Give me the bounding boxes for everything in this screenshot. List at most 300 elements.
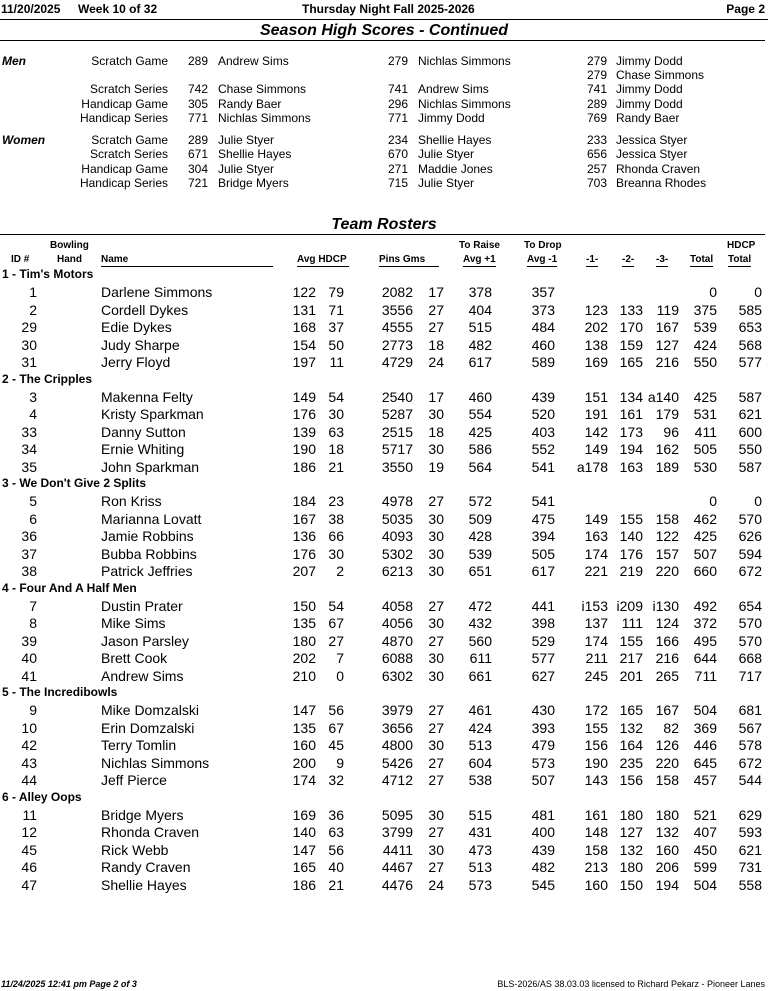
rosters-title: Team Rosters — [331, 216, 437, 233]
player-average: 180 — [292, 632, 316, 649]
player-handicap: 67 — [328, 719, 344, 736]
player-game2: 161 — [619, 406, 643, 423]
player-to-raise: 604 — [468, 754, 492, 771]
player-game1: i153 — [581, 597, 608, 614]
player-game3: 158 — [655, 772, 679, 789]
player-handicap: 54 — [328, 388, 344, 405]
high-score-name: Jimmy Dodd — [616, 97, 683, 111]
player-name: Marianna Lovatt — [101, 510, 202, 527]
player-name: Mike Sims — [101, 615, 166, 632]
player-game3: 82 — [663, 719, 679, 736]
player-to-drop: 441 — [531, 597, 555, 614]
player-row — [0, 877, 768, 895]
col-game2: -2- — [622, 254, 635, 265]
player-handicap: 54 — [328, 597, 344, 614]
high-score-name: Julie Styer — [418, 147, 475, 161]
player-id: 35 — [21, 458, 37, 475]
high-score-value: 304 — [188, 162, 209, 176]
high-score-name: Jessica Styer — [616, 133, 688, 147]
player-game2: 133 — [619, 301, 643, 318]
player-total: 411 — [694, 423, 717, 440]
player-game3: 216 — [655, 354, 679, 371]
player-game3: 220 — [655, 563, 679, 580]
high-score-value: 289 — [188, 54, 209, 68]
player-pins: 6213 — [381, 563, 413, 580]
high-score-name: Jimmy Dodd — [616, 54, 683, 68]
player-average: 139 — [292, 423, 316, 440]
player-game3: 206 — [655, 859, 679, 876]
player-row — [0, 615, 768, 633]
player-pins: 2773 — [381, 336, 413, 353]
player-to-drop: 398 — [531, 615, 555, 632]
player-row — [0, 528, 768, 546]
player-row — [0, 302, 768, 320]
team-name: 3 - We Don't Give 2 Splits — [2, 476, 146, 490]
player-game3: 216 — [655, 650, 679, 667]
player-id: 11 — [22, 806, 37, 823]
player-hdcp-total: 717 — [738, 667, 762, 684]
player-handicap: 50 — [328, 336, 344, 353]
high-score-value: 715 — [388, 176, 409, 190]
player-game2: 156 — [619, 772, 643, 789]
high-score-category: Handicap Game — [81, 97, 168, 111]
player-total: 711 — [694, 667, 717, 684]
player-row — [0, 720, 768, 738]
player-pins: 3550 — [381, 458, 413, 475]
header-week: Week 10 of 32 — [78, 2, 158, 16]
player-pins: 5095 — [381, 806, 413, 823]
col-gms: Gms — [402, 254, 426, 265]
player-pins: 3979 — [381, 702, 413, 718]
high-score-group: Women — [2, 133, 46, 147]
player-game1: 245 — [584, 667, 608, 684]
player-row — [0, 755, 768, 773]
player-average: 169 — [292, 806, 316, 823]
player-handicap: 21 — [328, 876, 344, 893]
player-game2: 150 — [619, 876, 643, 893]
high-score-name: Jessica Styer — [616, 147, 688, 161]
player-game1: 158 — [584, 841, 608, 858]
player-game2: i209 — [616, 597, 643, 614]
player-average: 186 — [292, 876, 316, 893]
high-score-name: Shellie Hayes — [218, 147, 292, 161]
player-game2: 165 — [619, 702, 643, 718]
high-score-row — [0, 68, 768, 83]
player-name: Makenna Felty — [101, 388, 193, 405]
high-score-value: 234 — [388, 133, 409, 147]
player-row — [0, 354, 768, 372]
high-score-category: Scratch Series — [89, 82, 168, 96]
player-games: 30 — [428, 650, 444, 667]
player-name: Edie Dykes — [101, 319, 172, 336]
player-to-raise: 472 — [468, 597, 492, 614]
header-date: 11/20/2025 — [1, 2, 61, 16]
high-score-name: Julie Styer — [418, 176, 475, 190]
col-id: ID # — [11, 254, 30, 265]
player-row — [0, 406, 768, 424]
col-avg-minus1: Avg -1 — [527, 254, 558, 265]
player-handicap: 40 — [328, 859, 344, 876]
player-games: 30 — [428, 806, 444, 823]
player-games: 18 — [428, 336, 444, 353]
col-to-drop: To Drop — [524, 240, 562, 251]
player-total: 372 — [693, 615, 717, 632]
player-id: 40 — [21, 650, 37, 667]
player-game1: 151 — [584, 388, 608, 405]
player-game1: a178 — [576, 458, 608, 475]
team-name: 5 - The Incredibowls — [2, 685, 118, 699]
high-score-value: 656 — [587, 147, 608, 161]
player-game2: 132 — [619, 841, 643, 858]
high-score-name: Nichlas Simmons — [218, 111, 311, 125]
high-score-name: Julie Styer — [218, 162, 275, 176]
player-game1: 149 — [584, 510, 608, 527]
player-hdcp-total: 594 — [738, 545, 762, 562]
player-game2: 155 — [619, 632, 643, 649]
player-to-drop: 439 — [531, 388, 555, 405]
high-score-row — [0, 162, 768, 177]
player-game2: 217 — [619, 650, 643, 667]
player-game2: 127 — [619, 824, 643, 841]
col-bowling: Bowling — [50, 240, 89, 251]
player-hdcp-total: 731 — [738, 859, 762, 876]
player-name: Mike Domzalski — [101, 702, 200, 718]
player-to-drop: 430 — [531, 702, 555, 718]
player-pins: 4978 — [381, 493, 413, 509]
player-pins: 3556 — [381, 301, 413, 318]
player-hdcp-total: 621 — [738, 841, 762, 858]
player-pins: 3656 — [381, 719, 413, 736]
player-hdcp-total: 558 — [738, 876, 762, 893]
player-hdcp-total: 570 — [738, 510, 762, 527]
player-pins: 4056 — [381, 615, 413, 632]
player-to-raise: 586 — [468, 441, 492, 458]
high-score-category: Handicap Series — [79, 111, 168, 125]
player-id: 43 — [21, 754, 37, 771]
player-row — [0, 493, 768, 511]
col-avg: Avg — [297, 254, 316, 265]
col-hdcp: HDCP — [318, 254, 347, 265]
player-pins: 6302 — [381, 667, 413, 684]
player-handicap: 45 — [328, 737, 344, 754]
player-games: 17 — [428, 388, 444, 405]
high-score-name: Bridge Myers — [218, 176, 289, 190]
player-game1: 163 — [584, 528, 608, 545]
player-games: 17 — [428, 284, 444, 300]
player-games: 19 — [428, 458, 444, 475]
player-handicap: 23 — [328, 493, 344, 509]
player-average: 174 — [292, 772, 316, 789]
player-game2: 194 — [619, 441, 643, 458]
player-pins: 5302 — [381, 545, 413, 562]
player-name: Dustin Prater — [101, 597, 183, 614]
col-pins: Pins — [379, 254, 401, 265]
player-total: 424 — [693, 336, 717, 353]
player-game1: 174 — [584, 632, 608, 649]
player-average: 122 — [292, 284, 316, 300]
high-score-category: Scratch Series — [89, 147, 168, 161]
player-id: 41 — [21, 667, 37, 684]
player-to-drop: 573 — [531, 754, 555, 771]
player-total: 0 — [709, 493, 717, 509]
player-games: 30 — [428, 528, 444, 545]
player-to-drop: 520 — [531, 406, 555, 423]
player-row — [0, 737, 768, 755]
player-total: 462 — [693, 510, 717, 527]
high-score-value: 721 — [188, 176, 209, 190]
player-total: 530 — [693, 458, 717, 475]
player-game3: 157 — [655, 545, 679, 562]
high-score-value: 257 — [587, 162, 608, 176]
player-to-drop: 505 — [531, 545, 555, 562]
player-handicap: 36 — [328, 806, 344, 823]
player-average: 147 — [292, 702, 316, 718]
player-to-raise: 539 — [468, 545, 492, 562]
player-pins: 4093 — [381, 528, 413, 545]
player-id: 37 — [21, 545, 37, 562]
player-name: John Sparkman — [101, 458, 200, 475]
player-game1: 160 — [584, 876, 608, 893]
player-game3: 127 — [655, 336, 679, 353]
player-average: 176 — [292, 545, 316, 562]
high-score-row — [0, 82, 768, 97]
player-hdcp-total: 672 — [738, 563, 762, 580]
team-name: 1 - Tim's Motors — [2, 267, 94, 281]
player-id: 31 — [21, 354, 37, 371]
player-handicap: 56 — [328, 841, 344, 858]
high-score-row — [0, 97, 768, 112]
player-handicap: 30 — [328, 545, 344, 562]
player-row — [0, 824, 768, 842]
player-row — [0, 598, 768, 616]
player-game3: 194 — [655, 876, 679, 893]
high-score-value: 742 — [188, 82, 209, 96]
player-game1: 148 — [584, 824, 608, 841]
player-game1: 156 — [584, 737, 608, 754]
player-handicap: 9 — [336, 754, 344, 771]
player-game3: 126 — [655, 737, 679, 754]
player-games: 30 — [428, 737, 444, 754]
player-name: Nichlas Simmons — [101, 754, 210, 771]
player-name: Erin Domzalski — [101, 719, 195, 736]
player-average: 184 — [292, 493, 316, 509]
player-game1: 138 — [584, 336, 608, 353]
player-total: 599 — [693, 859, 717, 876]
player-game1: 142 — [584, 423, 608, 440]
high-score-category: Handicap Series — [79, 176, 168, 190]
player-average: 176 — [292, 406, 316, 423]
player-to-raise: 564 — [468, 458, 492, 475]
player-total: 492 — [693, 597, 717, 614]
player-hdcp-total: 568 — [738, 336, 762, 353]
player-to-raise: 611 — [469, 650, 492, 667]
player-total: 531 — [693, 406, 717, 423]
player-pins: 5035 — [381, 510, 413, 527]
player-hdcp-total: 600 — [738, 423, 762, 440]
player-hdcp-total: 587 — [738, 388, 762, 405]
player-total: 504 — [693, 702, 717, 718]
high-score-value: 233 — [587, 133, 608, 147]
player-games: 30 — [428, 545, 444, 562]
player-name: Ernie Whiting — [101, 441, 185, 458]
player-name: Rhonda Craven — [101, 824, 200, 841]
player-pins: 5717 — [381, 441, 413, 458]
high-score-value: 271 — [388, 162, 409, 176]
footer-license: BLS-2026/AS 38.03.03 licensed to Richard Pekarz - Pioneer Lanes — [497, 979, 765, 989]
player-handicap: 67 — [328, 615, 344, 632]
divider — [0, 234, 765, 235]
player-pins: 5287 — [381, 406, 413, 423]
player-name: Randy Craven — [101, 859, 191, 876]
player-games: 30 — [428, 615, 444, 632]
player-id: 2 — [29, 301, 37, 318]
player-total: 450 — [693, 841, 717, 858]
player-pins: 4712 — [381, 772, 413, 789]
high-score-row — [0, 111, 768, 126]
player-game1: 143 — [584, 772, 608, 789]
player-handicap: 37 — [328, 319, 344, 336]
player-game2: 201 — [619, 667, 643, 684]
high-score-value: 741 — [587, 82, 608, 96]
player-hdcp-total: 550 — [738, 441, 762, 458]
player-games: 27 — [428, 597, 444, 614]
high-score-row — [0, 147, 768, 162]
player-name: Jason Parsley — [101, 632, 189, 649]
high-score-name: Nichlas Simmons — [418, 54, 511, 68]
player-game3: 96 — [663, 423, 679, 440]
high-scores-title: Season High Scores - Continued — [259, 22, 509, 39]
player-game3: 166 — [655, 632, 679, 649]
player-to-raise: 431 — [468, 824, 492, 841]
player-to-raise: 554 — [468, 406, 492, 423]
player-id: 12 — [21, 824, 37, 841]
col-hdcp-total-top: HDCP — [727, 240, 756, 251]
player-game3: 179 — [655, 406, 679, 423]
col-game3: -3- — [656, 254, 669, 265]
player-row — [0, 859, 768, 877]
player-id: 44 — [21, 772, 37, 789]
col-game1: -1- — [586, 254, 599, 265]
high-score-value: 279 — [587, 68, 608, 82]
player-hdcp-total: 567 — [738, 719, 762, 736]
player-row — [0, 424, 768, 442]
player-id: 45 — [21, 841, 37, 858]
player-total: 425 — [693, 528, 717, 545]
player-game1: 172 — [584, 702, 608, 718]
player-hdcp-total: 577 — [738, 354, 762, 371]
player-to-raise: 473 — [468, 841, 492, 858]
header-title: Thursday Night Fall 2025-2026 — [302, 2, 475, 16]
player-to-drop: 403 — [531, 423, 555, 440]
high-score-row — [0, 176, 768, 191]
high-score-value: 289 — [188, 133, 209, 147]
player-game1: 213 — [584, 859, 608, 876]
high-score-row — [0, 133, 768, 148]
high-score-name: Chase Simmons — [218, 82, 307, 96]
high-score-name: Jimmy Dodd — [418, 111, 485, 125]
high-score-value: 296 — [388, 97, 409, 111]
player-average: 167 — [292, 510, 316, 527]
player-game1: 169 — [584, 354, 608, 371]
high-score-name: Nichlas Simmons — [418, 97, 511, 111]
player-id: 47 — [21, 876, 37, 893]
player-row — [0, 459, 768, 477]
player-total: 507 — [693, 545, 717, 562]
player-average: 147 — [292, 841, 316, 858]
player-row — [0, 284, 768, 302]
player-to-raise: 515 — [468, 806, 492, 823]
player-to-raise: 482 — [468, 336, 492, 353]
player-average: 210 — [292, 667, 316, 684]
player-game1: 211 — [585, 650, 608, 667]
player-handicap: 71 — [328, 301, 344, 318]
player-game2: 170 — [619, 319, 643, 336]
player-row — [0, 772, 768, 790]
player-games: 30 — [428, 841, 444, 858]
high-score-category: Scratch Game — [91, 54, 168, 68]
high-score-name: Julie Styer — [218, 133, 275, 147]
player-pins: 5426 — [381, 754, 413, 771]
high-score-name: Randy Baer — [616, 111, 680, 125]
player-average: 186 — [292, 458, 316, 475]
player-to-raise: 651 — [468, 563, 492, 580]
player-game2: 176 — [619, 545, 643, 562]
player-hdcp-total: 672 — [738, 754, 762, 771]
player-row — [0, 389, 768, 407]
player-game2: 111 — [621, 615, 643, 632]
high-score-value: 769 — [587, 111, 608, 125]
player-id: 9 — [29, 702, 37, 718]
col-avg-plus1: Avg +1 — [463, 254, 496, 265]
high-score-value: 279 — [587, 54, 608, 68]
player-game3: 160 — [655, 841, 679, 858]
player-hdcp-total: 668 — [738, 650, 762, 667]
player-to-drop: 617 — [531, 563, 555, 580]
player-pins: 3799 — [381, 824, 413, 841]
player-game3: 119 — [656, 301, 679, 318]
player-pins: 6088 — [381, 650, 413, 667]
player-game1: 123 — [584, 301, 608, 318]
player-to-drop: 541 — [531, 458, 555, 475]
high-score-name: Andrew Sims — [218, 54, 289, 68]
player-id: 1 — [29, 284, 37, 300]
player-handicap: 63 — [328, 824, 344, 841]
player-handicap: 27 — [328, 632, 344, 649]
player-handicap: 32 — [328, 772, 344, 789]
player-average: 140 — [292, 824, 316, 841]
player-total: 369 — [693, 719, 717, 736]
player-games: 27 — [428, 824, 444, 841]
player-hdcp-total: 653 — [738, 319, 762, 336]
player-hdcp-total: 585 — [738, 301, 762, 318]
player-to-drop: 393 — [531, 719, 555, 736]
player-handicap: 38 — [328, 510, 344, 527]
player-total: 375 — [693, 301, 717, 318]
player-to-drop: 482 — [531, 859, 555, 876]
col-hand: Hand — [57, 254, 82, 265]
player-game3: 158 — [655, 510, 679, 527]
player-name: Judy Sharpe — [101, 336, 180, 353]
player-total: 0 — [709, 284, 717, 300]
player-name: Ron Kriss — [101, 493, 162, 509]
player-pins: 4467 — [381, 859, 413, 876]
player-row — [0, 511, 768, 529]
player-average: 160 — [292, 737, 316, 754]
player-to-drop: 545 — [531, 876, 555, 893]
high-score-category: Scratch Game — [91, 133, 168, 147]
player-hdcp-total: 570 — [738, 632, 762, 649]
player-pins: 4411 — [382, 841, 413, 858]
